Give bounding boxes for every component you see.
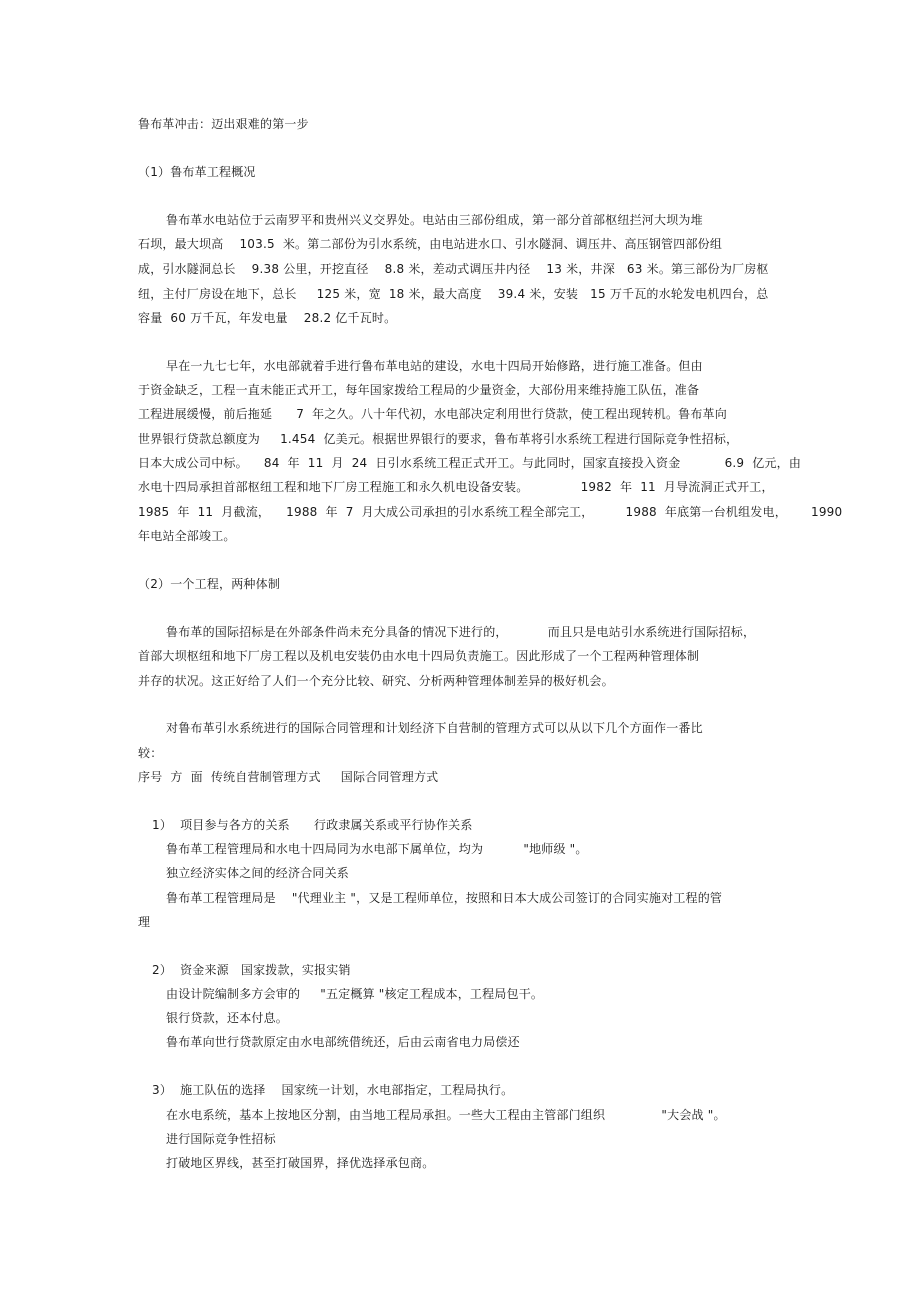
section-1-para-2-line-4: 世界银行贷款总额度为 1.454 亿美元。根据世界银行的要求，鲁布革将引水系统工程进行国际竞争性招标， [138,432,739,446]
section-1-para-1-line-1: 鲁布革水电站位于云南罗平和贵州兴义交界处。电站由三部份组成，第一部分首部枢纽拦河大坝为堆 [166,213,703,227]
document-title: 鲁布革冲击：迈出艰难的第一步 [138,117,309,131]
section-1-para-1-line-2: 石坝，最大坝高 103.5 米。第二部份为引水系统，由电站进水口、引水隧洞、调压井、高压钢管四部份组 [138,237,723,251]
item-3-title: 3） 施工队伍的选择 国家统一计划，水电部指定，工程局执行。 [152,1083,514,1097]
item-1-line-1: 鲁布革工程管理局和水电十四局同为水电部下属单位，均为 "地师级 "。 [166,842,588,856]
item-1-line-2: 独立经济实体之间的经济合同关系 [166,866,350,880]
section-1-heading: （1）鲁布革工程概况 [138,165,256,179]
comparison-table-header: 序号 方 面 传统自营制管理方式 国际合同管理方式 [138,770,439,784]
section-1-para-2-line-6: 水电十四局承担首部枢纽工程和地下厂房工程施工和永久机电设备安装。 1982 年 11 月导流洞正式开工， [138,480,774,494]
section-1-para-2-line-7: 1985 年 11 月截流， 1988 年 7 月大成公司承担的引水系统工程全部完工， 1988 年底第一台机组发电， 1990 [138,505,843,519]
item-2-title: 2） 资金来源 国家拨款，实报实销 [152,963,351,977]
item-1-line-3: 鲁布革工程管理局是 "代理业主 "，又是工程师单位，按照和日本大成公司签订的合同实施对工程的管 [166,891,723,905]
section-2-heading: （2）一个工程，两种体制 [138,577,281,591]
section-1-para-2-line-1: 早在一九七七年，水电部就着手进行鲁布革电站的建设，水电十四局开始修路，进行施工准备。但由 [166,359,703,373]
section-2-para-2-line-2: 较： [138,746,163,760]
item-3-line-2: 进行国际竞争性招标 [166,1132,276,1146]
item-3-line-3: 打破地区界线，甚至打破国界，择优选择承包商。 [166,1156,435,1170]
section-2-para-1-line-1: 鲁布革的国际招标是在外部条件尚未充分具备的情况下进行的， 而且只是电站引水系统进行国际招标， [166,625,756,639]
section-1-para-2-line-3: 工程进展缓慢，前后拖延 7 年之久。八十年代初，水电部决定利用世行贷款，使工程出现转机。鲁布革向 [138,407,727,421]
section-1-para-2-line-5: 日本大成公司中标。 84 年 11 月 24 日引水系统工程正式开工。与此同时，国家直接投入资金 6.9 亿元，由 [138,456,802,470]
item-2-line-2: 银行贷款，还本付息。 [166,1011,289,1025]
section-1-para-1-line-3: 成，引水隧洞总长 9.38 公里，开挖直径 8.8 米，差动式调压井内径 13 米，井深 63 米。第三部份为厂房枢 [138,262,769,276]
section-2-para-2-line-1: 对鲁布革引水系统进行的国际合同管理和计划经济下自营制的管理方式可以从以下几个方面作一番比 [166,721,703,735]
item-1-line-3-wrap: 理 [138,915,151,929]
section-1-para-2-line-2: 于资金缺乏，工程一直未能正式开工，每年国家拨给工程局的少量资金，大部份用来维持施工队伍，准备 [138,383,700,397]
section-2-para-1-line-2: 首部大坝枢纽和地下厂房工程以及机电安装仍由水电十四局负责施工。因此形成了一个工程两种管理体制 [138,649,700,663]
item-1-title: 1） 项目参与各方的关系 行政隶属关系或平行协作关系 [152,818,473,832]
section-1-para-1-line-4: 纽，主付厂房设在地下，总长 125 米，宽 18 米，最大高度 39.4 米，安装 15 万千瓦的水轮发电机四台，总 [138,287,769,301]
section-1-para-2-line-8: 年电站全部竣工。 [138,529,236,543]
section-2-para-1-line-3: 并存的状况。这正好给了人们一个充分比较、研究、分析两种管理体制差异的极好机会。 [138,674,614,688]
item-2-line-3: 鲁布革向世行贷款原定由水电部统借统还，后由云南省电力局偿还 [166,1035,520,1049]
section-1-para-1-line-5: 容量 60 万千瓦，年发电量 28.2 亿千瓦时。 [138,311,397,325]
item-2-line-1: 由设计院编制多方会审的 "五定概算 "核定工程成本，工程局包干。 [166,987,544,1001]
item-3-line-1: 在水电系统，基本上按地区分割，由当地工程局承担。一些大工程由主管部门组织 "大会战 "。 [166,1108,726,1122]
